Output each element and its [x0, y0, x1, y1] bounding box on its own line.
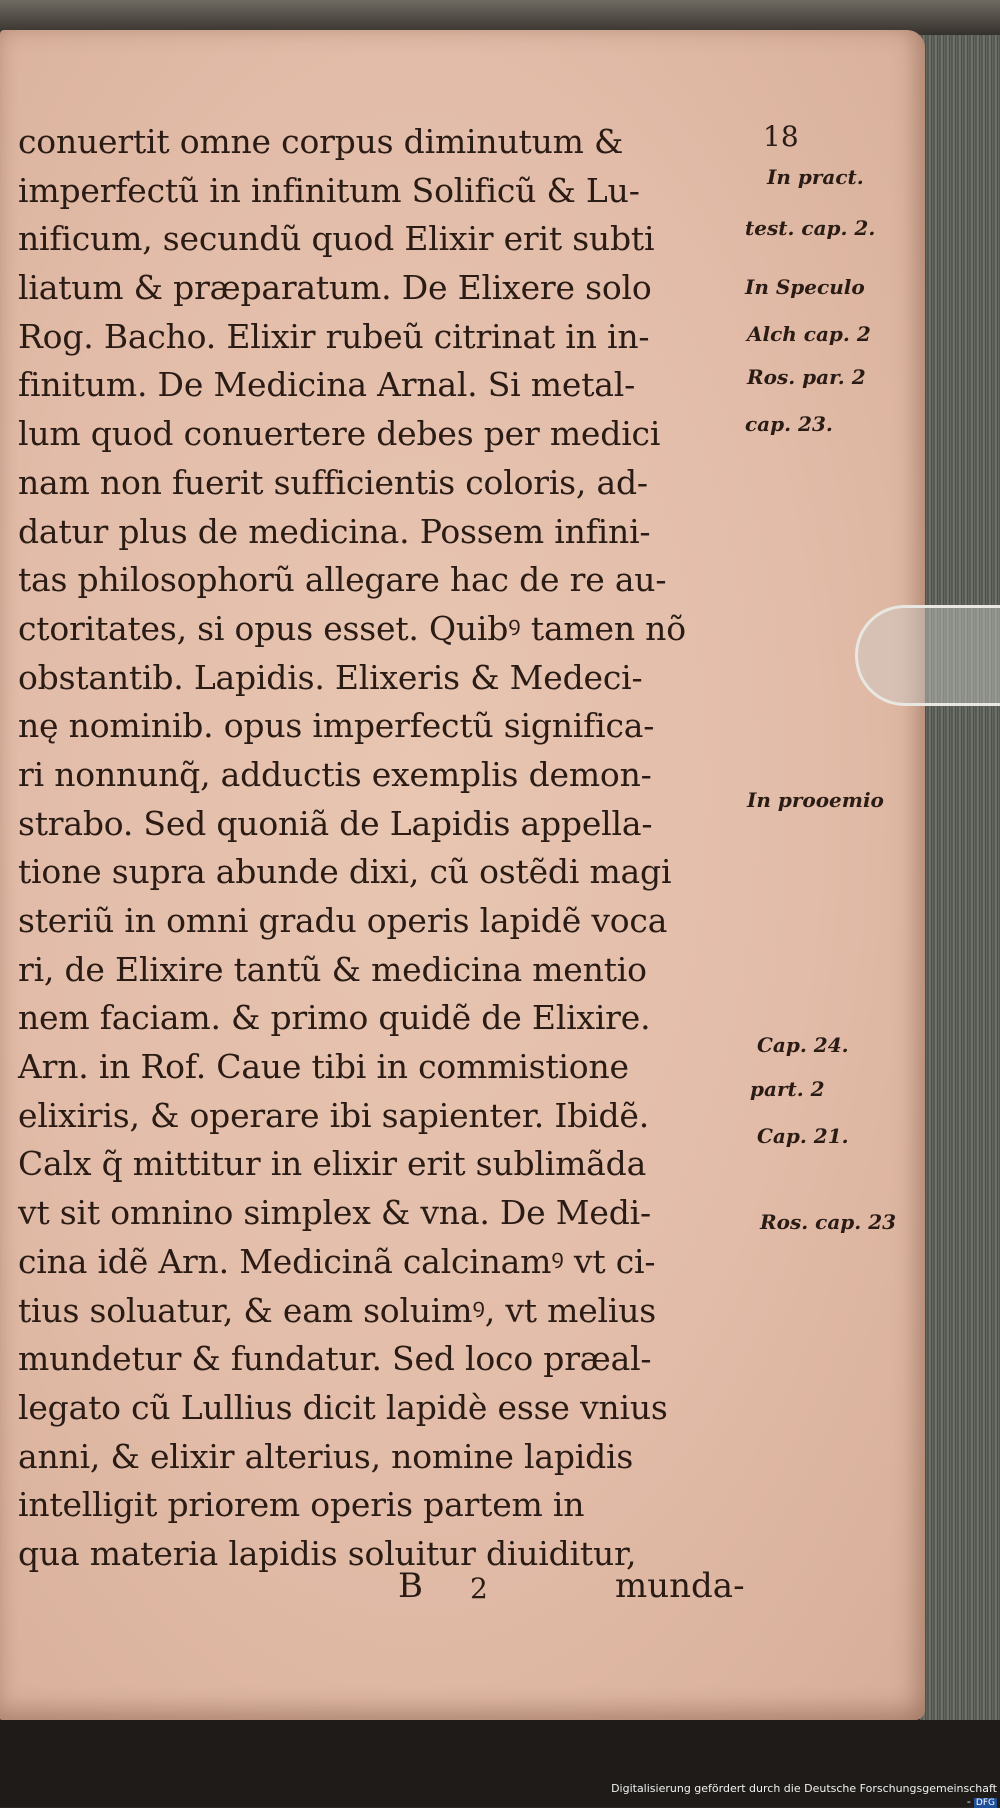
text-line: intelligit priorem operis partem in: [18, 1485, 585, 1525]
margin-notes: [745, 0, 915, 1700]
text-line: steriũ in omni gradu operis lapidẽ voca: [18, 901, 668, 940]
text-line: strabo. Sed quoniã de Lapidis appella-: [18, 803, 653, 843]
text-line: nificum, secundũ quod Elixir erit subti: [18, 219, 655, 259]
text-line: nem faciam. & primo quidẽ de Elixire.: [18, 998, 651, 1038]
text-line: tius soluatur, & eam soluimꝰ, vt melius: [18, 1290, 657, 1330]
text-line: Calx q̃ mittitur in elixir erit sublimãda: [18, 1144, 647, 1184]
text-line: qua materia lapidis soluitur diuiditur,: [18, 1533, 637, 1573]
text-line: nę nominib. opus imperfectũ significa-: [18, 706, 655, 746]
text-line: tione supra abunde dixi, cũ ostẽdi magi: [18, 852, 672, 892]
signature-mark: B: [398, 1566, 423, 1606]
text-line: elixiris, & operare ibi sapienter. Ibidẽ.: [18, 1095, 650, 1135]
margin-note: test. cap. 2.: [745, 216, 876, 240]
text-line: anni, & elixir alterius, nomine lapidis: [18, 1436, 634, 1476]
margin-note: Alch cap. 2: [747, 322, 871, 346]
text-line: datur plus de medicina. Possem infini-: [18, 511, 651, 551]
margin-note: Cap. 21.: [757, 1124, 849, 1148]
margin-note: Cap. 24.: [757, 1033, 849, 1057]
text-line: tas philosophorũ allegare hac de re au-: [18, 560, 667, 600]
margin-note: Ros. cap. 23: [760, 1210, 897, 1234]
text-line: lum quod conuertere debes per medici: [18, 414, 661, 454]
margin-note: cap. 23.: [745, 412, 833, 436]
digitization-credit: [605, 1782, 997, 1808]
margin-note: part. 2: [750, 1077, 825, 1101]
text-line: imperfectũ in infinitum Solificũ & Lu-: [18, 170, 640, 210]
text-line: Rog. Bacho. Elixir rubeũ citrinat in in-: [18, 316, 650, 356]
book-page-edges: [920, 35, 1000, 1725]
text-line: obstantib. Lapidis. Elixeris & Medeci-: [18, 657, 643, 697]
catchword: munda-: [615, 1566, 745, 1606]
dfg-logo: DFG: [975, 1798, 995, 1808]
main-text-block: [18, 118, 753, 1579]
margin-note: In pract.: [767, 165, 864, 189]
text-line: ri, de Elixire tantũ & medicina mentio: [18, 949, 647, 989]
text-line: Arn. in Rof. Caue tibi in commistione: [18, 1047, 629, 1087]
text-line: finitum. De Medicina Arnal. Si metal-: [18, 365, 636, 405]
text-line: legato cũ Lullius dicit lapidè esse vnius: [18, 1387, 668, 1427]
margin-note: Ros. par. 2: [747, 365, 866, 389]
signature-number: 2: [470, 1572, 488, 1605]
margin-note: In prooemio: [747, 788, 884, 812]
text-line: nam non fuerit sufficientis coloris, ad-: [18, 462, 648, 502]
text-line: mundetur & fundatur. Sed loco præal-: [18, 1339, 652, 1379]
text-line: vt sit omnino simplex & vna. De Medi-: [18, 1193, 651, 1233]
credit-text: Digitalisierung gefördert durch die Deutsche Forschungsgemeinschaft -: [611, 1782, 997, 1808]
text-line: liatum & præparatum. De Elixere solo: [18, 268, 652, 308]
margin-note: In Speculo: [745, 275, 865, 299]
folio-number: 18: [763, 120, 799, 153]
text-line: ri nonnunq̃, adductis exemplis demon-: [18, 754, 652, 794]
text-line: cina idẽ Arn. Medicinã calcinamꝰ vt ci-: [18, 1241, 656, 1281]
text-line: conuertit omne corpus diminutum &: [18, 122, 624, 161]
text-line: ctoritates, si opus esset. Quibꝰ tamen nõ: [18, 608, 686, 648]
